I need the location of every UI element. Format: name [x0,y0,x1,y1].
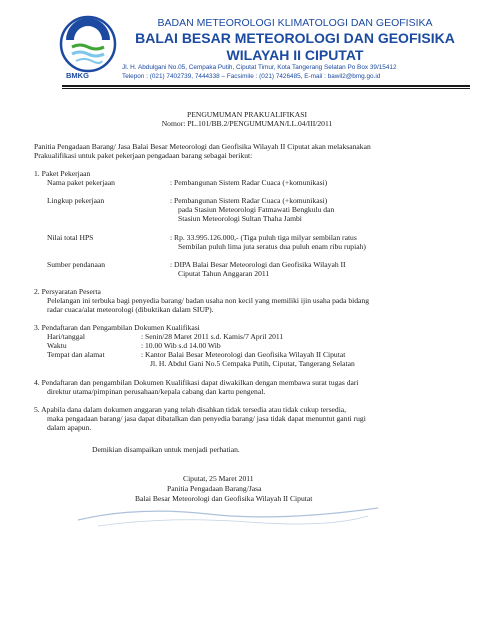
scope-line3: Stasiun Meteorologi Sultan Thaha Jambi [178,214,302,223]
signature-place-date: Ciputat, 25 Maret 2011 [183,474,254,483]
place-line1: : Kantor Balai Besar Meteorologi dan Geofisika Wilayah II Ciputat [141,350,346,359]
header-rule-thin [62,88,470,89]
signature-org: Balai Besar Meteorologi dan Geofisika Wilayah II Ciputat [135,494,313,503]
bmkg-logo-icon [58,14,118,74]
section5-line1: 5. Apabila dana dalam dokumen anggaran yang telah disahkan tidak tersedia atau tidak cukup tersedia, [34,405,347,414]
logo-label: BMKG [66,71,89,80]
hps-line2: Sembilan puluh lima juta seratus dua puluh enam ribu rupiah) [178,242,366,251]
date-label: Hari/tanggal [47,332,85,341]
org-name-line2: BALAI BESAR METEOROLOGI DAN GEOFISIKA [135,30,455,46]
section1-title: 1. Paket Pekerjaan [34,169,91,178]
doc-number: Nomor: PL.101/BB.2/PENGUMUMAN/LL.04/III/2011 [161,119,333,128]
section4-line2: direktur utama/pimpinan perusahaan/kepala cabang dan kartu pengenal. [47,387,266,396]
scope-label: Lingkup pekerjaan [47,196,105,205]
scope-line1: : Pembangunan Sistem Radar Cuaca (+komunikasi) [170,196,328,205]
section3-title: 3. Pendaftaran dan Pengambilan Dokumen Kualifikasi [34,323,200,332]
funding-line2: Ciputat Tahun Anggaran 2011 [178,269,270,278]
intro-line2: Prakualifikasi untuk paket pekerjaan pengadaan barang sebagai berikut: [34,151,253,160]
place-line2: Jl. H. Abdul Gani No.5 Cempaka Putih, Ciputat, Tangerang Selatan [150,359,355,368]
org-address: Jl. H. Abdulgani No.05, Cempaka Putih, Ciputat Timur, Kota Tangerang Selatan Po Box 39/15412 [122,64,397,71]
scope-line2: pada Stasiun Meteorologi Fatmawati Bengkulu dan [178,205,335,214]
section5-line3: dalam apapun. [47,423,92,432]
section5-line2: maka pengadaan barang/ jasa dapat dibatalkan dan penyedia barang/ jasa tidak dapat menuntut ganti rugi [47,414,366,423]
funding-line1: : DIPA Balai Besar Meteorologi dan Geofisika Wilayah II [170,260,346,269]
package-name-value: : Pembangunan Sistem Radar Cuaca (+komunikasi) [170,178,328,187]
time-label: Waktu [47,341,67,350]
hps-line1: : Rp. 33.995.126.000,- (Tiga puluh tiga milyar sembilan ratus [170,233,357,242]
section2-title: 2. Persyaratan Peserta [34,287,101,296]
hps-label: Nilai total HPS [47,233,94,242]
date-value: : Senin/28 Maret 2011 s.d. Kamis/7 April 2011 [141,332,284,341]
section2-text1: Pelelangan ini terbuka bagi penyedia barang/ badan usaha non kecil yang memiliki ijin usaha pada bidang [47,296,370,305]
header-rule [62,85,470,87]
signature-committee: Panitia Pengadaan Barang/Jasa [167,484,262,493]
section2-text2: radar cuaca/alat meteorologi (dibuktikan dalam SIUP). [47,305,214,314]
time-value: : 10.00 Wib s.d 14.00 Wib [141,341,221,350]
section4-line1: 4. Pendaftaran dan pengambilan Dokumen Kualifikasi dapat diwakilkan dengan membawa surat tugas dari [34,378,359,387]
package-name-label: Nama paket pekerjaan [47,178,115,187]
place-label: Tempat dan alamat [47,350,105,359]
org-name-line3: WILAYAH II CIPUTAT [226,47,364,63]
intro-line1: Panitia Pengadaan Barang/ Jasa Balai Besar Meteorologi dan Geofisika Wilayah II Ciputat akan melaksanakan [34,142,371,151]
doc-title: PENGUMUMAN PRAKUALIFIKASI [186,110,308,119]
funding-label: Sumber pendanaan [47,260,105,269]
org-name-line1: BADAN METEOROLOGI KLIMATOLOGI DAN GEOFISIKA [157,17,433,29]
org-contact: Telepon : (021) 7402739, 7444338 – Facsimile : (021) 7426485, E-mail : bawil2@bmg.go.id [122,73,381,80]
closing-text: Demikian disampaikan untuk menjadi perhatian. [92,445,240,454]
